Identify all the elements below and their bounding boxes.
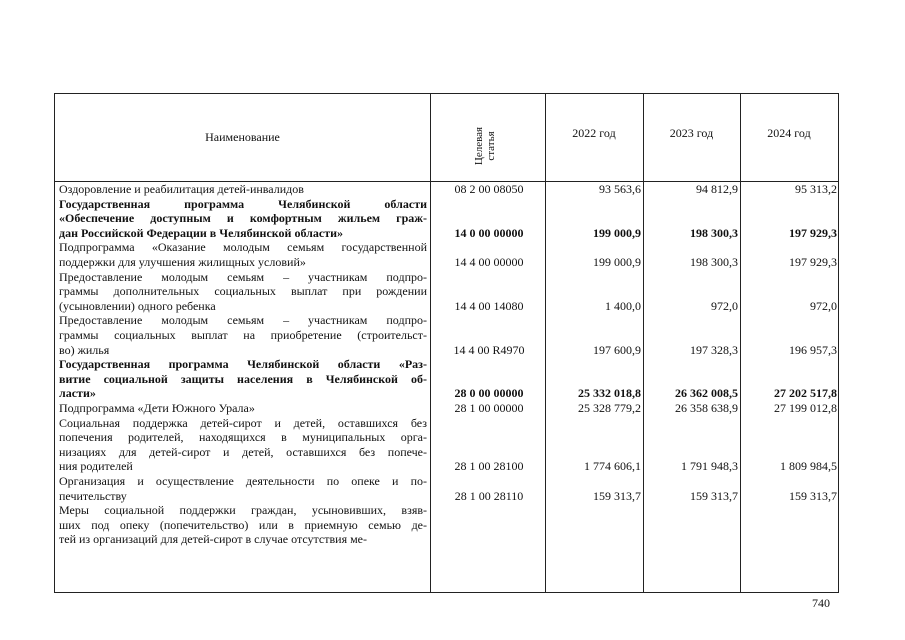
table-row [55,503,838,547]
table-row [55,357,838,401]
header-2022: 2022 год [572,126,616,140]
row-name-line: ласти» [59,386,96,401]
row-name [59,182,427,197]
row-value-2023: 26 358 638,9 [675,401,738,415]
row-name-line: витие социальной защиты населения в Челябинской об- [59,371,427,386]
header-2023: 2023 год [669,126,714,140]
row-name-line: ших под опеку (попечительство) или в приемную семью де- [59,517,427,532]
table-row [55,474,838,503]
row-value-2022: 25 332 018,8 [578,386,641,401]
row-value-2024: 972,0 [810,298,837,313]
table-row [55,416,838,474]
row-value-2023: 26 362 008,5 [675,386,738,401]
row-name-line: (усыновлении) одного ребенка [59,298,216,313]
row-value-2024: 1 809 984,5 [780,459,837,474]
row-name [59,503,427,547]
page-number: 740 [812,596,830,610]
row-code: 14 0 00 00000 [454,225,524,240]
row-value-2022: 93 563,6 [599,182,641,196]
row-name-line: Организация и осуществление деятельности по опеке и по- [59,474,427,488]
row-name-line: дан Российской Федерации в Челябинской области» [59,225,344,240]
row-name-line: Меры социальной поддержки граждан, усыновивших, взяв- [59,503,427,518]
row-value-2023: 197 328,3 [690,342,738,357]
row-code: 14 4 00 14080 [454,298,524,313]
row-value-2022: 1 774 606,1 [584,459,641,474]
row-value-2023: 198 300,3 [690,225,738,240]
row-name [59,197,427,241]
row-code: 14 4 00 00000 [454,254,524,269]
row-value-2022: 199 000,9 [593,254,641,269]
row-code: 28 0 00 00000 [454,386,524,401]
row-name [59,313,427,357]
table-row [55,240,838,269]
row-value-2024: 27 199 012,8 [774,401,837,415]
row-name-line: попечения родителей, находящихся в муниципальных орга- [59,430,427,445]
header-code-line1: Целевая [473,126,485,166]
row-value-2024: 95 313,2 [795,182,837,196]
row-name-line: Оздоровление и реабилитация детей-инвалидов [59,182,304,196]
row-name-line: печительству [59,488,127,503]
row-value-2022: 1 400,0 [605,298,641,313]
row-name-line: граммы социальных выплат на приобретение (строительст- [59,327,427,342]
row-name-line: Государственная программа Челябинской области [59,196,427,211]
row-name-line: Подпрограмма «Дети Южного Урала» [59,401,255,415]
row-name-line: тей из организаций для детей-сирот в случае отсутствия ме- [59,532,367,547]
header-code-line2: статья [485,131,497,161]
table-row [55,270,838,314]
row-value-2023: 94 812,9 [696,182,738,196]
row-value-2022: 159 313,7 [593,488,641,503]
row-code: 08 2 00 08050 [454,182,524,196]
table-row [55,182,838,197]
row-name-line: Подпрограмма «Оказание молодым семьям государственной [59,240,427,255]
row-value-2024: 159 313,7 [789,488,837,503]
row-name [59,474,427,503]
row-name-line: Предоставление молодым семьям – участникам подпро- [59,313,427,328]
row-value-2022: 199 000,9 [593,225,641,240]
table-row [55,197,838,241]
row-value-2024: 196 957,3 [789,342,837,357]
row-code: 28 1 00 28100 [454,459,524,474]
row-name-line: «Обеспечение доступным и комфортным жильем граж- [59,211,427,226]
row-name-line: граммы дополнительных социальных выплат при рождении [59,284,427,299]
row-name [59,357,427,401]
table-row [55,401,838,416]
header-2024: 2024 год [767,126,811,140]
row-value-2022: 197 600,9 [593,342,641,357]
row-value-2024: 197 929,3 [789,254,837,269]
row-name [59,240,427,269]
row-name [59,401,427,416]
row-name-line: Предоставление молодым семьям – участникам подпро- [59,269,427,284]
budget-table [54,93,839,593]
row-name-line: ния родителей [59,459,133,474]
header-name: Наименование [205,130,280,144]
header-code [473,116,501,176]
row-value-2023: 1 791 948,3 [681,459,738,474]
row-code: 14 4 00 R4970 [453,342,525,357]
row-name [59,270,427,314]
row-value-2024: 197 929,3 [789,225,837,240]
row-value-2023: 972,0 [711,298,738,313]
row-name-line: Социальная поддержка детей-сирот и детей, оставшихся без [59,415,427,430]
row-value-2023: 198 300,3 [690,254,738,269]
row-name-line: Государственная программа Челябинской области «Раз- [59,357,427,372]
row-name [59,416,427,474]
table-row [55,313,838,357]
row-name-line: низациях для детей-сирот и детей, оставшихся без попече- [59,444,427,459]
row-value-2024: 27 202 517,8 [774,386,837,401]
row-code: 28 1 00 00000 [454,401,524,415]
row-name-line: во) жилья [59,342,110,357]
row-value-2022: 25 328 779,2 [578,401,641,415]
row-name-line: поддержки для улучшения жилищных условий» [59,254,306,269]
row-code: 28 1 00 28110 [454,488,524,503]
row-value-2023: 159 313,7 [690,488,738,503]
